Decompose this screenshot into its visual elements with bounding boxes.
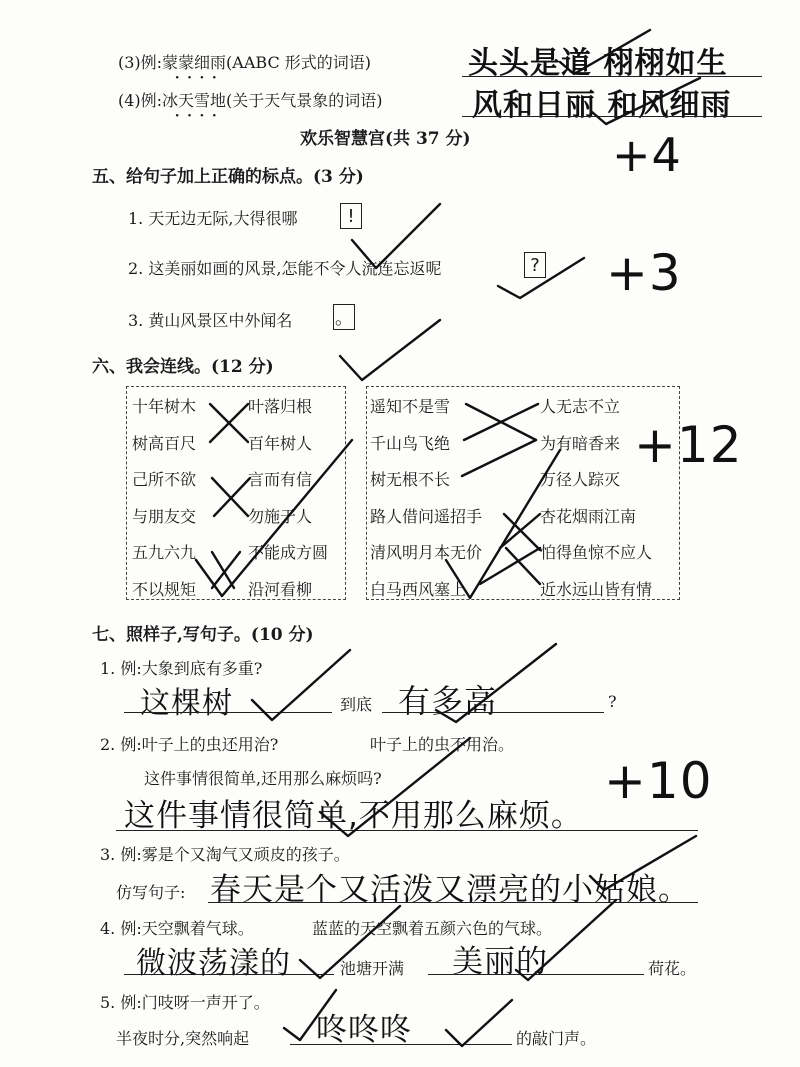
sec7-q5-example: 5. 例:门吱呀一声开了。 [100,993,270,1012]
score-mark-match: +12 [634,416,743,474]
match-left-a-item: 十年树木 [132,397,197,416]
q4-answer-line [462,116,762,117]
check-mark [252,650,350,720]
emphasis-dots: ···· [174,103,224,127]
sec5-answer-box-1 [340,203,362,229]
check-mark [446,1000,512,1046]
score-mark-punct: +3 [606,244,682,302]
sec7-q2-answer: 这件事情很简单,不用那么麻烦。 [124,798,583,834]
sec7-q5-suffix: 的敲门声。 [516,1029,597,1048]
sec7-q4-mid: 池塘开满 [340,959,405,978]
sec7-q4-answer-2: 美丽的 [452,944,548,980]
sec7-q1-example: 1. 例:大象到底有多重? [100,659,263,678]
match-left-b-item: 不能成方圆 [248,543,329,562]
sec7-q2-example: 2. 例:叶子上的虫还用治? [100,735,279,754]
match-right-b-item: 人无志不立 [540,397,621,416]
sec7-q4-example-2: 蓝蓝的天空飘着五颜六色的气球。 [312,919,553,938]
sec5-answer-1: ! [347,205,355,227]
match-panel-right [366,386,680,600]
match-right-a-item: 千山鸟飞绝 [370,433,451,453]
match-left-b-item: 百年树人 [248,433,313,453]
sec5-item-1: 1. 天无边无际,大得很哪 [128,209,298,228]
sec7-q3-line [208,902,698,903]
match-left-b-item: 勿施于人 [248,506,313,526]
sec7-q3-label: 仿写句子: [116,883,186,902]
sec7-q3-answer: 春天是个又活泼又漂亮的小姑娘。 [210,872,690,908]
sec7-q1-answer-2: 有多高 [398,682,498,720]
sec5-item-2: 2. 这美丽如画的风景,怎能不令人流连忘返呢 [128,259,442,278]
match-left-a-item: 与朋友交 [132,506,197,526]
sec7-q4-answer-1: 微波荡漾的 [136,946,291,981]
match-left-a-item: 不以规矩 [132,579,197,599]
sec7-q4-end: 荷花。 [648,959,697,978]
q3-answer: 头头是道 栩栩如生 [468,46,728,81]
sec7-q2-line [116,830,698,831]
sec5-answer-box-2 [524,252,546,278]
match-right-a-item: 清风明月本无价 [370,543,483,562]
match-left-b-item: 叶落归根 [248,397,313,416]
sec7-q1-answer-1: 这棵树 [140,686,233,721]
sec6-title: 六、我会连线。(12 分) [92,357,274,377]
sec5-answer-box-3 [333,304,355,330]
match-right-b-item: 杏花烟雨江南 [540,506,637,526]
sec7-q5-line [290,1044,512,1045]
score-mark-sentence: +10 [604,752,713,810]
sec7-q2-example-2: 叶子上的虫不用治。 [370,735,515,754]
sec7-q3-example: 3. 例:雾是个又淘气又顽皮的孩子。 [100,845,350,864]
sec5-answer-2: ? [530,254,540,276]
sec7-q5-answer: 咚咚咚 [316,1012,412,1048]
match-right-b-item: 近水远山皆有情 [540,579,653,599]
match-left-a-item: 树高百尺 [132,433,197,453]
sec7-q1-line-2 [382,712,604,713]
score-mark-top: +4 [612,128,682,182]
match-left-a-item: 五九六九 [132,543,197,562]
q4-example: (4)例:冰天雪地(关于天气景象的词语) [118,91,383,110]
match-left-b-item: 沿河看柳 [248,579,313,599]
match-right-b-item: 为有暗香来 [540,433,621,453]
match-right-b-item: 万径人踪灭 [540,470,621,489]
match-right-a-item: 路人借问遥招手 [370,506,483,526]
check-mark [340,320,440,380]
q3-example: (3)例:蒙蒙细雨(AABC 形式的词语) [118,53,372,72]
sec7-q4-line-2 [428,974,644,975]
match-right-a-item: 遥知不是雪 [370,397,451,416]
q3-answer-line [462,76,762,77]
match-right-b-item: 怕得鱼惊不应人 [540,543,653,562]
match-right-a-item: 树无根不长 [370,470,451,489]
sec5-item-3: 3. 黄山风景区中外闻名 [128,311,293,330]
emphasis-dots: ···· [174,65,224,89]
sec7-q1-line-1 [124,712,332,713]
sec7-q1-mid: 到底 [340,695,373,714]
q4-answer: 风和日丽 和风细雨 [472,88,732,123]
sec7-q5-prefix: 半夜时分,突然响起 [116,1029,250,1048]
sec7-q4-line-1 [124,974,334,975]
sec5-answer-3: 。 [335,308,353,329]
sec7-q1-end: ? [608,692,617,711]
sec7-title: 七、照样子,写句子。(10 分) [92,625,314,645]
section-title: 欢乐智慧宫(共 37 分) [300,129,471,149]
sec7-q4-example: 4. 例:天空飘着气球。 [100,919,254,938]
match-right-a-item: 白马西风塞上 [370,579,467,599]
sec5-title: 五、给句子加上正确的标点。(3 分) [92,167,364,187]
match-left-b-item: 言而有信 [248,470,313,489]
match-left-a-item: 己所不欲 [132,470,197,489]
sec7-q2-prompt: 这件事情很简单,还用那么麻烦吗? [144,769,382,788]
match-panel-left [126,386,346,600]
